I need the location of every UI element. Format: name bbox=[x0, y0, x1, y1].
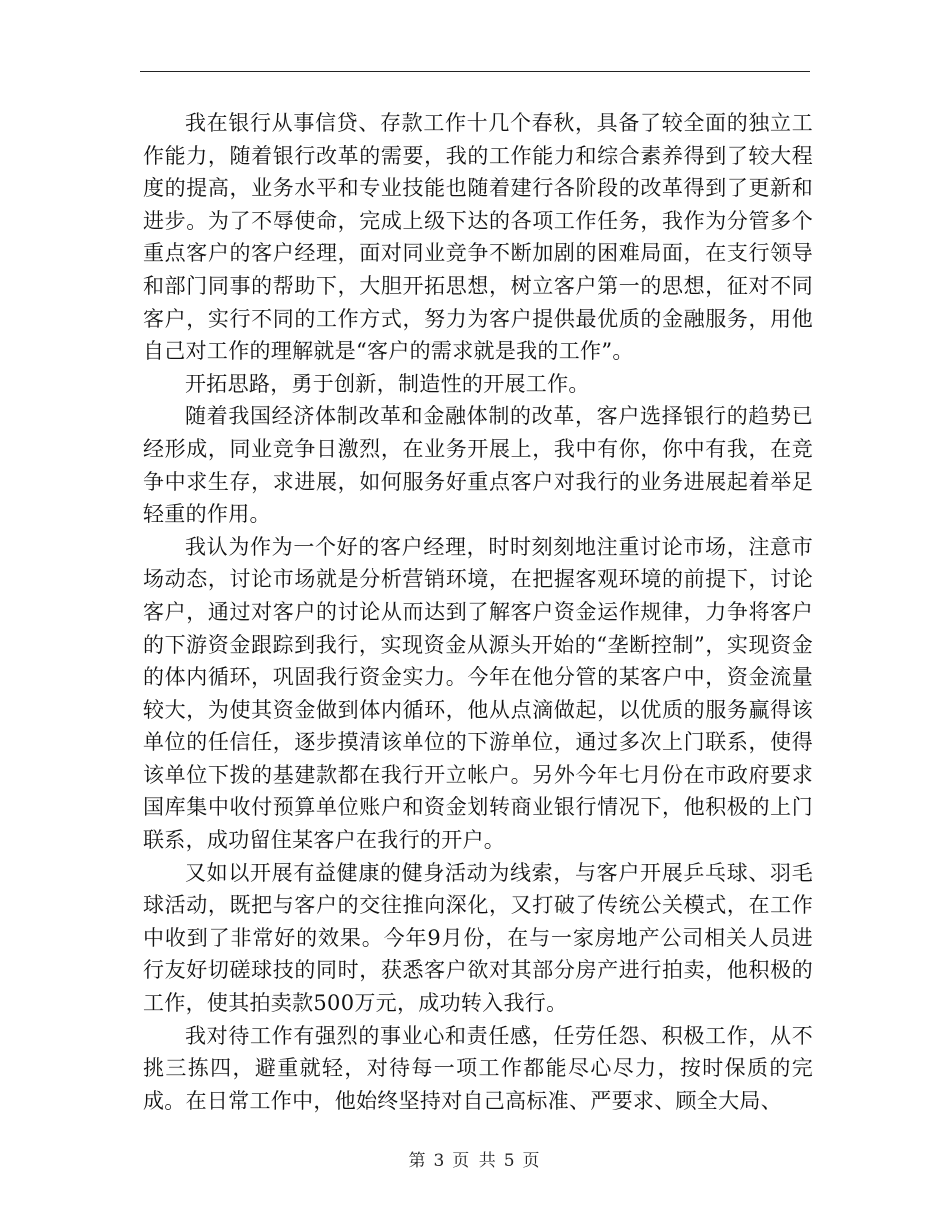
footer-page-number: 3 bbox=[433, 1151, 447, 1171]
paragraph-2: 开拓思路，勇于创新，制造性的开展工作。 bbox=[185, 371, 590, 396]
footer-total-pages: 5 bbox=[503, 1151, 517, 1171]
footer-mid: 页 共 bbox=[452, 1151, 498, 1171]
paragraph-5: 又如以开展有益健康的健身活动为线索，与客户开展乒乓球、羽毛球活动，既把与客户的交往推向深化，又打破了传统公关模式，在工作中收到了非常好的效果。今年9月份，在与一家房地产公司相关人员进行友好切磋球技的同时，获悉客户欲对其部分房产进行拍卖，他积极的工作，使其拍卖款500万元，成功转入我行。 bbox=[143, 860, 813, 1016]
header-rule bbox=[140, 71, 810, 72]
document-body bbox=[143, 107, 813, 1117]
footer-suffix: 页 bbox=[522, 1151, 542, 1171]
footer-prefix: 第 bbox=[408, 1151, 428, 1171]
paragraph-4: 我认为作为一个好的客户经理，时时刻刻地注重讨论市场，注意市场动态，讨论市场就是分析营销环境，在把握客观环境的前提下，讨论客户，通过对客户的讨论从而达到了解客户资金运作规律，力争将客户的下游资金跟踪到我行，实现资金从源头开始的“垄断控制”，实现资金的体内循环，巩固我行资金实力。今年在他分管的某客户中，资金流量较大，为使其资金做到体内循环，他从点滴做起，以优质的服务赢得该单位的任信任，逐步摸清该单位的下游单位，通过多次上门联系，使得该单位下拨的基建款都在我行开立帐户。另外今年七月份在市政府要求国库集中收付预算单位账户和资金划转商业银行情况下，他积极的上门联系，成功留住某客户在我行的开户。 bbox=[143, 534, 813, 853]
paragraph-6: 我对待工作有强烈的事业心和责任感，任劳任怨、积极工作，从不挑三拣四，避重就轻，对待每一项工作都能尽心尽力，按时保质的完成。在日常工作中，他始终坚持对自己高标准、严要求、顾全大局、 bbox=[143, 1023, 813, 1113]
paragraph-3: 随着我国经济体制改革和金融体制的改革，客户选择银行的趋势已经形成，同业竞争日激烈，在业务开展上，我中有你，你中有我，在竞争中求生存，求进展，如何服务好重点客户对我行的业务进展起着举足轻重的作用。 bbox=[143, 404, 813, 527]
page-footer bbox=[0, 1146, 950, 1171]
paragraph-1: 我在银行从事信贷、存款工作十几个春秋，具备了较全面的独立工作能力，随着银行改革的需要，我的工作能力和综合素养得到了较大程度的提高，业务水平和专业技能也随着建行各阶段的改革得到了更新和进步。为了不辱使命，完成上级下达的各项工作任务，我作为分管多个重点客户的客户经理，面对同业竞争不断加剧的困难局面，在支行领导和部门同事的帮助下，大胆开拓思想，树立客户第一的思想，征对不同客户，实行不同的工作方式，努力为客户提供最优质的金融服务，用他自己对工作的理解就是“客户的需求就是我的工作”。 bbox=[143, 111, 813, 364]
